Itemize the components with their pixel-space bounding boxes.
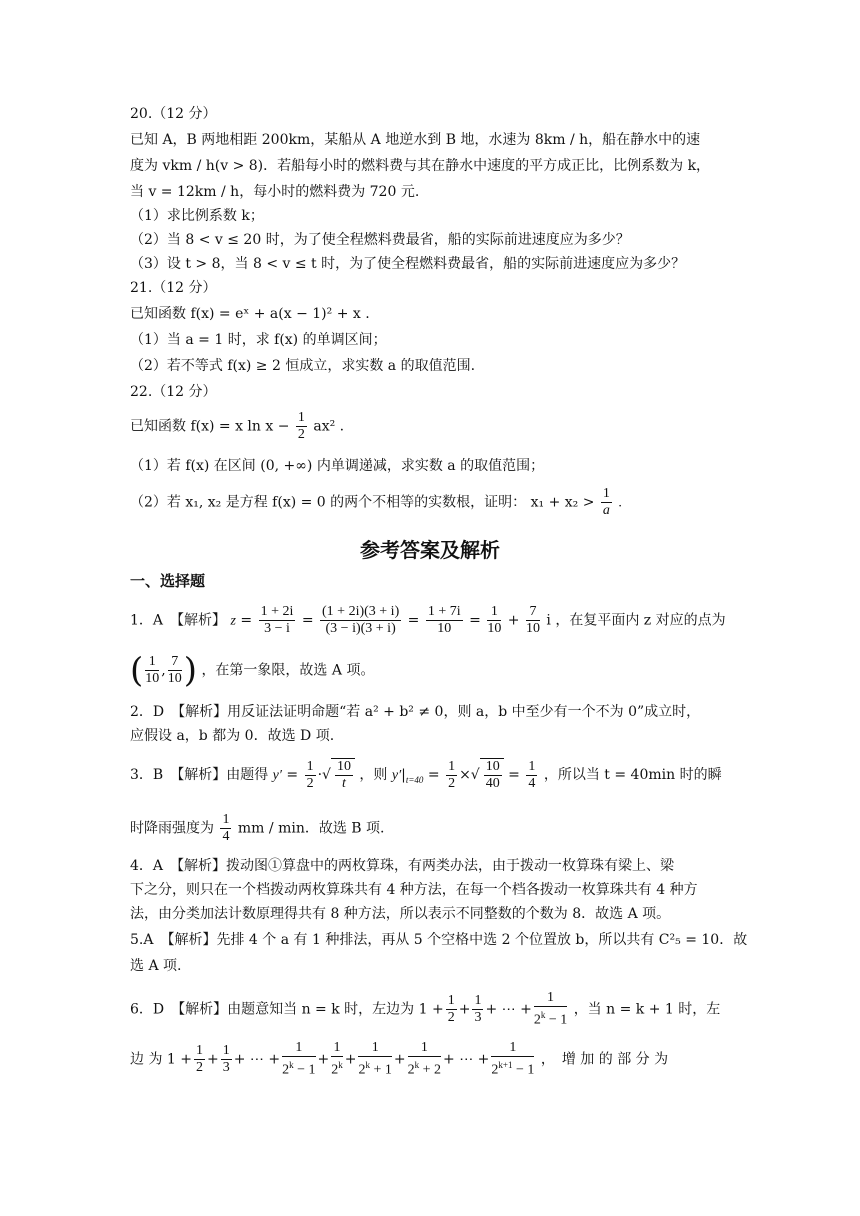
- answer-6-line-2: 边 为 1 + $\frac{1}{2}$ + $\frac{1}{3}$ + ⋯ + $\frac{1}{2^k - 1}$ + $\frac{1}{2^k}$ + $\frac{1}{2^k + 1}$ + $\frac{1}{2^k + 2}$ + ⋯ + $\frac{1}{2^{k+1} - 1}$ ， 增 加 的 部 分 为: [130, 1040, 669, 1078]
- q21-part-2: （2）若不等式 f(x) ≥ 2 恒成立，求实数 a 的取值范围.: [130, 358, 476, 374]
- answer-3-label: 3．B 【解析】由题得: [130, 767, 269, 783]
- answers-heading: 参考答案及解析: [360, 538, 500, 562]
- q21-stem: 已知函数 f(x) = eˣ + a(x − 1)² + x .: [130, 306, 370, 322]
- answer-1-tail: ，在复平面内 z 对应的点为: [555, 612, 726, 629]
- answer-2-line-1: 2．D 【解析】用反证法证明命题“若 a² + b² ≠ 0，则 a，b 中至少有一个不为 0”成立时，: [130, 704, 701, 720]
- answer-1-line-2: ( $\frac{1}{10}$ , $\frac{7}{10}$ ) ，在第一象限，故选 A 项。: [130, 650, 375, 691]
- answer-1: 1．A 【解析】 z = $\frac{1 + 2i}{3 - i}$ = $\frac{(1 + 2i)(3 + i)}{(3 - i)(3 + i)}$ = $\frac{1 + 7i}{10}$ = $\frac{1}{10}$ + $\frac{7}{10}$ i ，在复平面内 z 对应的点为: [130, 604, 726, 636]
- answer-4-line-1: 4．A 【解析】拨动图①算盘中的两枚算珠，有两类办法，由于拨动一枚算珠有梁上、梁: [130, 858, 675, 874]
- answer-6-line-1: 6．D 【解析】由题意知当 n = k 时，左边为 1 + $\frac{1}{2}$ + $\frac{1}{3}$ + ⋯ + $\frac{1}{2^k - 1}$ ，当 n = k + 1 时，左: [130, 990, 721, 1028]
- q21-part-1: （1）当 a = 1 时，求 f(x) 的单调区间；: [130, 332, 387, 348]
- q22-stem: [130, 410, 344, 443]
- frac-num: 1: [602, 486, 610, 501]
- fraction-half: $\frac{1}{2}$: [297, 410, 305, 442]
- answer-5-line-2: 选 A 项.: [130, 958, 182, 974]
- formula-frac: $\frac{7}{10}$: [525, 604, 540, 636]
- section-heading: 一、选择题: [130, 572, 206, 590]
- formula-frac: $\frac{1}{10}$: [487, 604, 502, 636]
- q20-part-1: （1）求比例系数 k；: [130, 208, 264, 224]
- q22-stem-post: ax² .: [313, 418, 345, 435]
- answer-5-line-1: 5.A 【解析】先排 4 个 a 有 1 种排法，再从 5 个空格中选 2 个位置放 b，所以共有 C²₅ = 10．故: [130, 932, 748, 948]
- answer-1-label: 1．A 【解析】: [130, 612, 227, 629]
- q22-title: 22.（12 分）: [130, 384, 217, 400]
- q21-title: 21.（12 分）: [130, 280, 217, 296]
- formula-frac: $\frac{(1 + 2i)(3 + i)}{(3 - i)(3 + i)}$: [322, 604, 400, 636]
- answer-4-line-2: 下之分，则只在一个档拨动两枚算珠共有 4 种方法，在每一个档各拨动一枚算珠共有 4 种方: [130, 882, 698, 898]
- formula-frac: $\frac{1 + 7i}{10}$: [427, 604, 461, 636]
- q20-stem-3: 当 v = 12km / h，每小时的燃料费为 720 元.: [130, 184, 420, 200]
- answer-3-line-1: 3．B 【解析】由题得 y′ = $\frac{1}{2}$ ·√ $\frac{10}{t}$ ，则 $y'|_{t=40}$ = $\frac{1}{2}$ ×√ $\frac{10}{40}$ = $\frac{1}{4}$ ，所以当 t = 40min 时的瞬: [130, 758, 722, 791]
- formula-frac: $\frac{1 + 2i}{3 - i}$: [260, 604, 294, 636]
- fraction-one-over-a: [601, 486, 612, 519]
- q20-part-3: （3）设 t > 8，当 8 < v ≤ t 时，为了使全程燃料费最省，船的实际前进速度应为多少？: [130, 256, 686, 272]
- answer-4-line-3: 法，由分类加法计数原理得共有 8 种方法，所以表示不同整数的个数为 8．故选 A 项。: [130, 906, 671, 922]
- q20-stem-2: 度为 vkm / h(v > 8)．若船每小时的燃料费与其在静水中速度的平方成正比，比例系数为 k，: [130, 158, 711, 174]
- q20-title: 20.（12 分）: [130, 106, 217, 122]
- frac-den: a: [602, 503, 610, 518]
- answer-1-conclusion: ，在第一象限，故选 A 项。: [201, 662, 375, 679]
- q22-part-2: （2）若 x₁, x₂ 是方程 f(x) = 0 的两个不相等的实数根，证明： x₁ + x₂ > $\frac{1}{a}$ .: [130, 486, 622, 518]
- answer-3-line-2: 时降雨强度为 $\frac{1}{4}$ mm / min．故选 B 项.: [130, 812, 385, 844]
- q20-stem-1: 已知 A，B 两地相距 200km，某船从 A 地逆水到 B 地，水速为 8km / h，船在静水中的速: [130, 132, 701, 148]
- answer-6-label: 6．D 【解析】由题意知当 n = k 时，左边为: [130, 1001, 415, 1018]
- answer-2-line-2: 应假设 a，b 都为 0．故选 D 项.: [130, 728, 335, 744]
- q22-part-1: （1）若 f(x) 在区间 (0, +∞) 内单调递减，求实数 a 的取值范围；: [130, 458, 545, 474]
- q20-part-2: （2）当 8 < v ≤ 20 时，为了使全程燃料费最省，船的实际前进速度应为多少？: [130, 232, 630, 248]
- q22-part-2-text: （2）若 x₁, x₂ 是方程 f(x) = 0 的两个不相等的实数根，证明： x₁ + x₂ >: [130, 494, 595, 511]
- q22-stem-pre: 已知函数 f(x) = x ln x −: [130, 418, 290, 435]
